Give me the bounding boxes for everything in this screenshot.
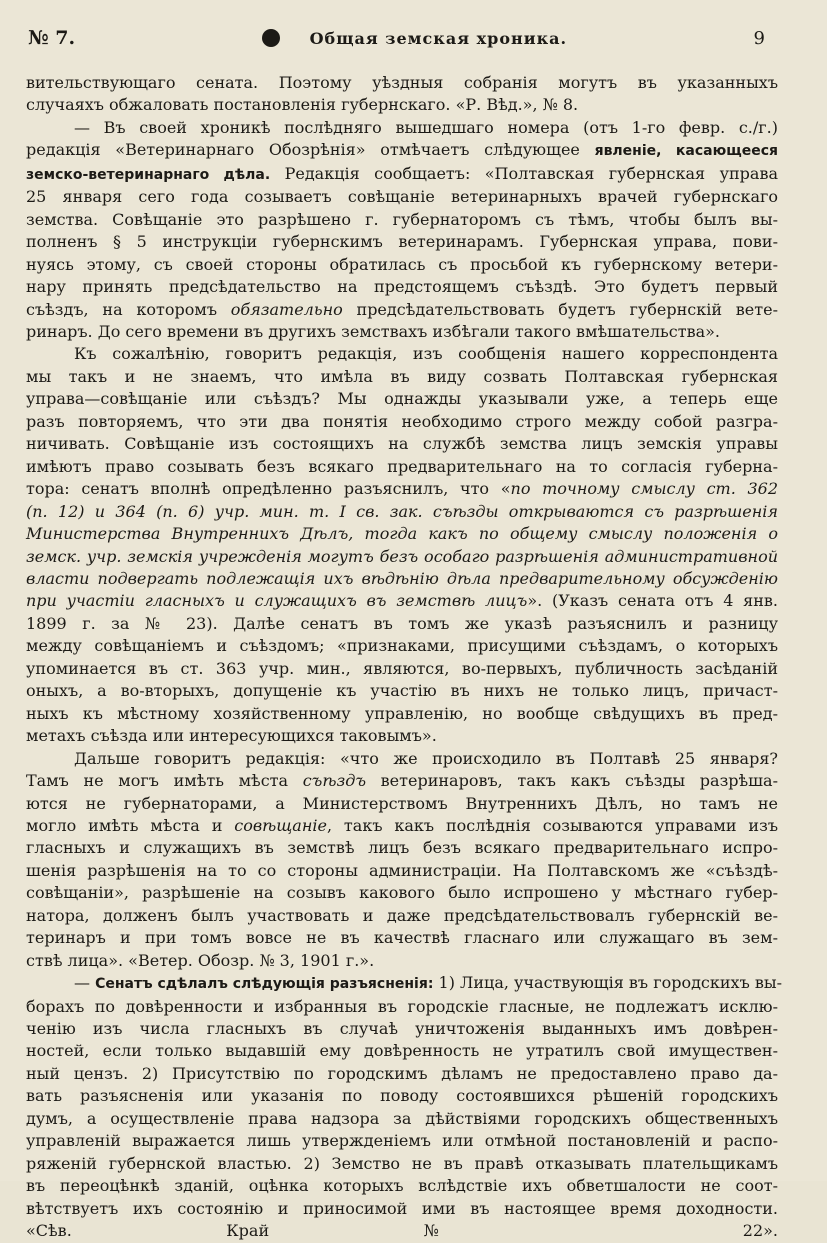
text-line: [26, 433, 778, 455]
text-line: [26, 163, 778, 186]
text-run: ринаръ. До сего времени въ другихъ земствахъ избѣгали такого вмѣшательства».: [26, 321, 720, 341]
text-run: съѣздъ, на которомъ: [26, 299, 231, 319]
text-line: [26, 343, 778, 365]
italic-text: при участіи гласныхъ и служащихъ въ земствѣ лицъ: [26, 591, 528, 611]
text-line: [26, 1130, 778, 1152]
text-run: ». (Указъ сената отъ 4 янв.: [527, 591, 778, 611]
page-number: 9: [753, 27, 765, 49]
text-run: Тамъ не могъ имѣть мѣста: [26, 771, 303, 791]
text-run: ются не губернаторами, а Министерствомъ Внутреннихъ Дѣлъ, но тамъ не: [26, 793, 778, 813]
text-run: имѣютъ право созывать безъ всякаго предварительнаго на то согласія губерна-: [26, 456, 778, 476]
text-line: [26, 186, 778, 208]
text-run: ничивать. Совѣщаніе изъ состоящихъ на службѣ земства лицъ земскія управы: [26, 434, 778, 454]
text-line: [26, 72, 778, 94]
text-run: ченію изъ числа гласныхъ въ случаѣ уничтоженія выданныхъ имъ довѣрен-: [26, 1019, 778, 1039]
text-line: [26, 254, 778, 276]
text-run: 1) Лица, участвующія въ городскихъ вы-: [433, 973, 782, 993]
text-line: [26, 1063, 778, 1085]
text-run: земства. Совѣщаніе это разрѣшено г. губернаторомъ съ тѣмъ, чтобы былъ вы-: [26, 209, 778, 229]
text-line: [26, 996, 778, 1018]
text-line: [26, 546, 778, 568]
text-run: между совѣщаніемъ и съѣздомъ; «признаками, присущими съѣздамъ, о которыхъ: [26, 636, 778, 656]
text-line: [26, 1085, 778, 1107]
text-run: мы такъ и не знаемъ, что имѣла въ виду созвать Полтавская губернская: [26, 366, 778, 386]
text-run: шенія разрѣшенія на то со стороны администраціи. На Полтавскомъ же «съѣздѣ-: [26, 860, 778, 880]
text-line: [26, 882, 778, 904]
italic-text: (п. 12) и 364 (п. 6) учр. мин. т. I св. зак. съѣзды открываются съ разрѣшенія: [26, 501, 778, 521]
bold-text: Сенатъ сдѣлалъ слѣдующія разъясненія:: [95, 976, 434, 993]
article-body: [26, 72, 782, 1243]
italic-text: съѣздъ: [302, 771, 366, 791]
bold-text: земско-ветеринарнаго дѣла.: [26, 166, 271, 183]
text-line: [26, 1018, 778, 1040]
text-run: 25 января сего года созываетъ совѣщаніе ветеринарныхъ врачей губернскаго: [26, 187, 778, 207]
text-line: [26, 1198, 778, 1220]
text-line: [26, 478, 778, 500]
text-run: , такъ какъ послѣднія созываются управами изъ: [326, 815, 778, 835]
text-line: [26, 793, 778, 815]
text-line: [26, 501, 778, 523]
text-line: [26, 680, 778, 702]
bold-text: явленіе, касающееся: [594, 143, 778, 160]
text-run: вать разъясненія или указанія по поводу состоявшихся рѣшеній городскихъ: [26, 1086, 778, 1106]
text-run: управа—совѣщаніе или съѣздъ? Мы однажды указывали уже, а теперь еще: [26, 389, 778, 409]
text-run: ветеринаровъ, такъ какъ съѣзды разрѣша-: [366, 771, 779, 791]
text-run: борахъ по довѣренности и избранныя въ городскіе гласные, не подлежатъ исклю-: [26, 996, 778, 1016]
text-run: гласныхъ и служащихъ въ земствѣ лицъ безъ всякаго предварительнаго испро-: [26, 838, 778, 858]
text-line: [26, 658, 778, 680]
text-line: [26, 590, 778, 612]
header-center: [262, 29, 568, 48]
text-run: ныхъ къ мѣстному хозяйственному управленію, но вообще свѣдущихъ въ пред-: [26, 703, 778, 723]
text-line: [26, 837, 778, 859]
text-run: полненъ § 5 инструкціи губернскимъ ветеринарамъ. Губернская управа, пови-: [26, 232, 778, 252]
text-run: вѣтствуетъ ихъ состоянію и приносимой ими въ настоящее время доходности.: [26, 1198, 778, 1218]
text-line: [26, 231, 778, 253]
text-line: [26, 388, 778, 410]
text-line: [26, 139, 778, 162]
text-run: управленій выражается лишь утвержденіемъ или отмѣной постановленій и распо-: [26, 1131, 778, 1151]
text-line: [26, 1220, 778, 1242]
text-run: ный цензъ. 2) Присутствію по городскимъ дѣламъ не предоставлено право да-: [26, 1063, 778, 1083]
italic-text: по точному смыслу ст. 362: [510, 479, 779, 499]
text-run: ствѣ лица». «Ветер. Обозр. № 3, 1901 г.».: [26, 950, 375, 970]
italic-text: земск. учр. земскія учрежденія могутъ безъ особаго разрѣшенія административной: [26, 546, 778, 566]
text-run: метахъ съѣзда или интересующихся таковымъ».: [26, 726, 437, 746]
text-run: Дальше говоритъ редакція: «что же происходило въ Полтавѣ 25 января?: [74, 748, 778, 768]
text-line: [26, 972, 782, 995]
italic-text: совѣщаніе: [234, 815, 327, 835]
text-line: [26, 748, 778, 770]
text-line: [26, 1108, 778, 1130]
text-run: совѣщаніи», разрѣшеніе на созывъ какового было испрошено у мѣстнаго губер-: [26, 883, 778, 903]
text-run: 1899 г. за № 23). Далѣе сенатъ въ томъ же указѣ разъяснилъ и разницу: [26, 613, 778, 633]
text-run: редакція «Ветеринарнаго Обозрѣнія» отмѣчаетъ слѣдующее: [26, 140, 595, 160]
text-run: могло имѣть мѣста и: [26, 815, 235, 835]
text-run: вительствующаго сената. Поэтому уѣздныя собранія могутъ въ указанныхъ: [26, 73, 778, 92]
text-run: разъ повторяемъ, что эти два понятія необходимо строго между собой разгра-: [26, 411, 778, 431]
text-run: предсѣдательствовать будетъ губернскій вете-: [342, 299, 778, 319]
text-line: [26, 117, 778, 139]
text-run: «Сѣв. Край № 22».: [26, 1221, 778, 1241]
text-run: въ переоцѣнкѣ зданій, оцѣнка которыхъ вслѣдствіе ихъ обветшалости не соот-: [26, 1176, 778, 1196]
text-run: ностей, если только выдавшій ему довѣренность не утратилъ свой имуществен-: [26, 1041, 778, 1061]
issue-number: № 7.: [28, 27, 76, 49]
text-run: упоминается въ ст. 363 учр. мин., являются, во-первыхъ, публичность засѣданій: [26, 658, 778, 678]
text-line: [26, 703, 778, 725]
text-line: [26, 411, 778, 433]
text-run: думъ, а осуществленіе права надзора за дѣйствіями городскихъ общественныхъ: [26, 1108, 778, 1128]
text-line: [26, 366, 778, 388]
text-line: [26, 523, 778, 545]
text-line: [26, 299, 778, 321]
text-run: Къ сожалѣнію, говоритъ редакція, изъ сообщенія нашего корреспондента: [74, 344, 778, 364]
running-title: Общая земская хроника.: [309, 28, 568, 48]
text-line: [26, 1175, 778, 1197]
text-run: случаяхъ обжаловать постановленія губернскаго. «Р. Вѣд.», № 8.: [26, 95, 579, 115]
italic-text: власти подвергать подлежащія ихъ вѣдѣнію дѣла предварительному обсужденію: [26, 568, 778, 588]
text-line: [26, 276, 778, 298]
italic-text: обязательно: [230, 299, 343, 319]
text-run: —: [74, 973, 96, 993]
text-run: нуясь этому, съ своей стороны обратилась съ просьбой къ губернскому ветери-: [26, 254, 778, 274]
text-run: Редакція сообщаетъ: «Полтавская губернская управа: [270, 163, 778, 183]
text-run: — Въ своей хроникѣ послѣдняго вышедшаго номера (отъ 1-го февр. с./г.): [74, 117, 778, 137]
text-line: [26, 1040, 778, 1062]
text-line: [26, 456, 778, 478]
page-header: [28, 26, 765, 50]
text-line: [26, 905, 778, 927]
italic-text: Министерства Внутреннихъ Дѣлъ, тогда какъ по общему смыслу положенія о: [26, 524, 778, 544]
text-run: тора: сенатъ вполнѣ опредѣленно разъяснилъ, что «: [26, 479, 511, 499]
text-run: ряженій губернской властью. 2) Земство не въ правѣ отказывать плательщикамъ: [26, 1153, 778, 1173]
text-line: [26, 950, 778, 972]
text-line: [26, 927, 778, 949]
text-line: [26, 94, 778, 116]
text-line: [26, 1153, 778, 1175]
ornament-icon: [262, 29, 280, 47]
text-line: [26, 860, 778, 882]
text-line: [26, 815, 778, 837]
text-line: [26, 613, 778, 635]
text-run: оныхъ, а во-вторыхъ, допущеніе къ участію въ нихъ не только лицъ, причаст-: [26, 681, 778, 701]
text-run: натора, долженъ былъ участвовать и даже предсѣдательствовалъ губернскій ве-: [26, 905, 778, 925]
text-run: нару принять предсѣдательство на предстоящемъ съѣздѣ. Это будетъ первый: [26, 277, 778, 297]
text-run: теринаръ и при томъ вовсе не въ качествѣ гласнаго или служащаго въ зем-: [26, 928, 778, 948]
text-line: [26, 770, 778, 792]
text-line: [26, 321, 778, 343]
text-line: [26, 568, 778, 590]
text-line: [26, 725, 778, 747]
text-line: [26, 635, 778, 657]
text-line: [26, 209, 778, 231]
